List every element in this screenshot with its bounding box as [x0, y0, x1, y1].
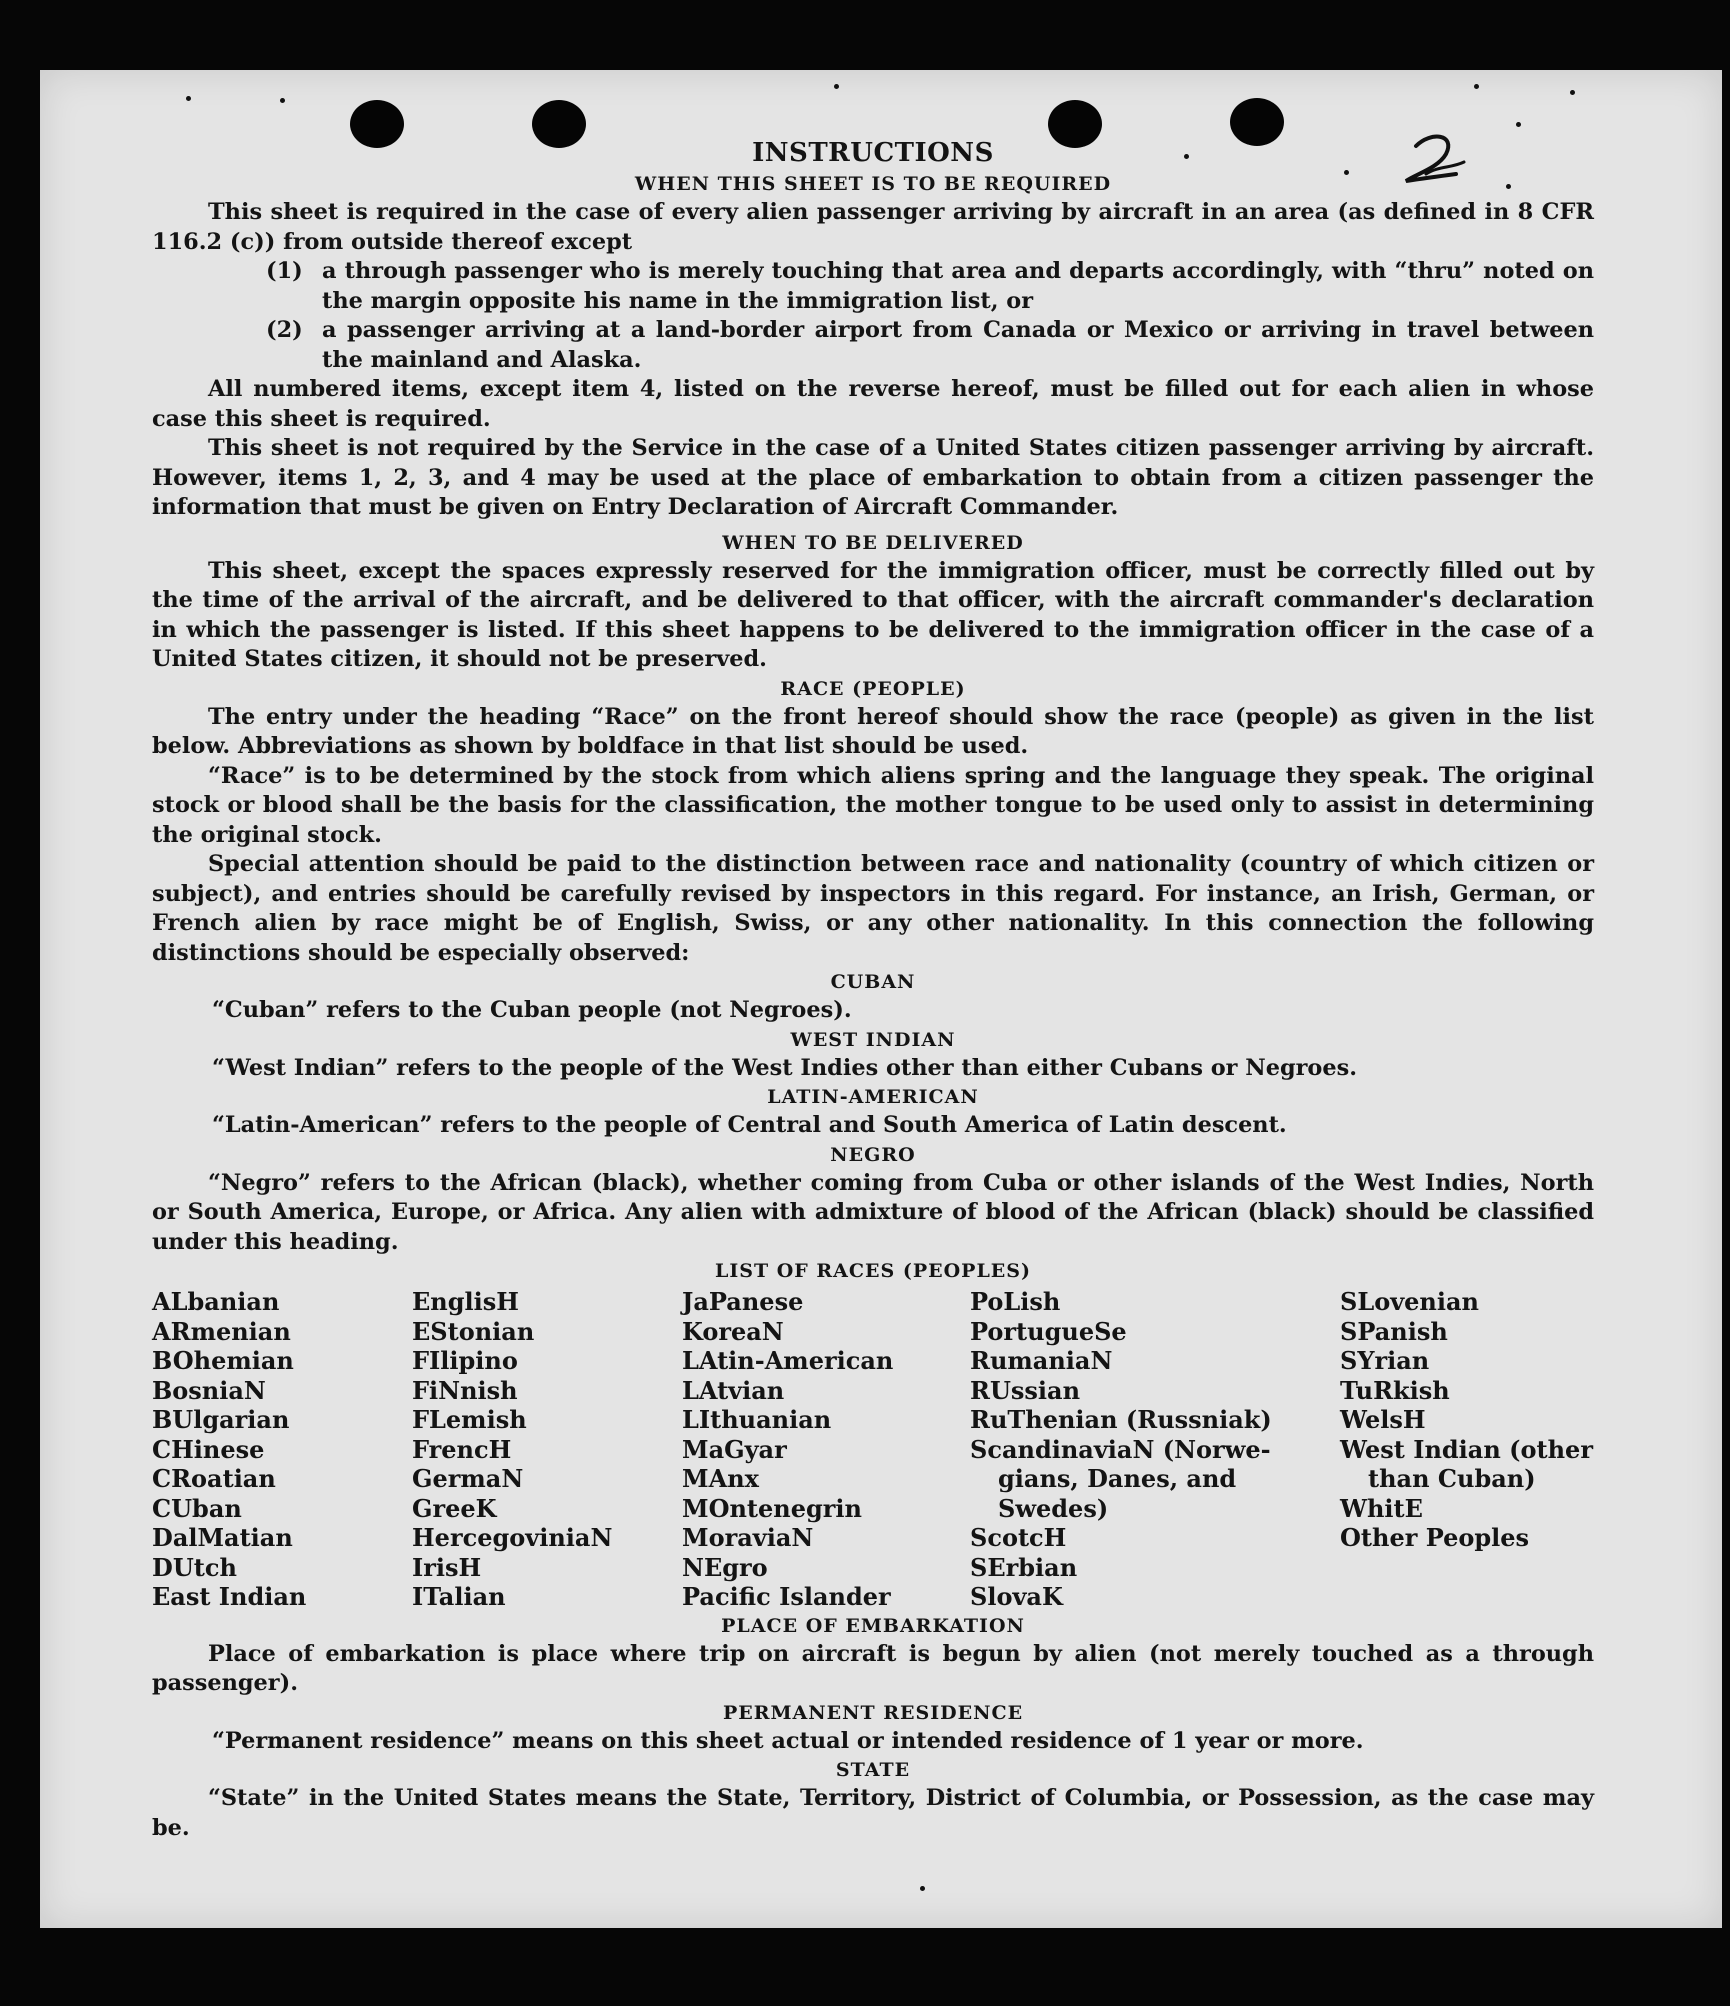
race-entry: FrencH: [412, 1434, 512, 1464]
race-entry: TuRkish: [1340, 1375, 1450, 1405]
race-entry: GreeK: [412, 1493, 497, 1523]
races-list: [152, 1287, 1594, 1612]
race-entry: DalMatian: [152, 1523, 293, 1552]
race-entry: Swedes): [998, 1493, 1109, 1523]
race-entry: DUtch: [152, 1552, 237, 1582]
races-column: [970, 1287, 1340, 1612]
page-title: INSTRUCTIONS: [752, 138, 994, 168]
race-entry: PortugueSe: [970, 1316, 1127, 1346]
item-text: a through passenger who is merely touching that area and departs accordingly, with “thru” noted on the margin opposite his name in the immigration list, or: [322, 258, 1594, 314]
when-required-intro: This sheet is required in the case of every alien passenger arriving by aircraft in an area (as defined in 8 CFR 116.2 (c)) from outside thereof except: [152, 199, 1594, 255]
race-entry: WhitE: [1340, 1493, 1423, 1523]
race-entry: West Indian (other: [1340, 1434, 1593, 1464]
race-entry: RUssian: [970, 1375, 1081, 1405]
numbered-item: [152, 316, 1594, 375]
race-entry: CUban: [152, 1493, 242, 1523]
instructions-body: [152, 136, 1594, 1843]
section-title-residence: PERMANENT RESIDENCE: [722, 1701, 1024, 1724]
race-entry: JaPanese: [682, 1287, 804, 1316]
speck: [1570, 90, 1575, 95]
race-entry: EnglisH: [412, 1287, 519, 1316]
race-entry: EStonian: [412, 1316, 535, 1346]
definition: “Cuban” refers to the Cuban people (not Negroes).: [212, 997, 852, 1023]
race-entry: ARmenian: [152, 1316, 291, 1346]
speck: [1516, 122, 1521, 127]
race-entry: NEgro: [682, 1552, 768, 1582]
section-title-latin-american: LATIN-AMERICAN: [767, 1086, 979, 1108]
races-column: [1340, 1287, 1594, 1612]
race-entry: GermaN: [412, 1464, 524, 1493]
race-entry: SlovaK: [970, 1582, 1063, 1611]
section-title-list-of-races: LIST OF RACES (PEOPLES): [715, 1260, 1031, 1282]
definition: “West Indian” refers to the people of the West Indies other than either Cubans or Negroes.: [212, 1054, 1357, 1081]
race-entry: ALbanian: [152, 1287, 280, 1316]
speck: [186, 96, 191, 101]
race-entry: CHinese: [152, 1434, 265, 1464]
race-entry: KoreaN: [682, 1316, 784, 1346]
paragraph: All numbered items, except item 4, listed on the reverse hereof, must be filled out for each alien in whose case this sheet is required.: [152, 376, 1594, 432]
race-entry: SLovenian: [1340, 1287, 1479, 1316]
speck: [834, 84, 839, 89]
section-title-west-indian: WEST INDIAN: [790, 1028, 956, 1051]
definition: “Negro” refers to the African (black), whether coming from Cuba or other islands of the West Indies, North or South America, Europe, or Africa. Any alien with admixture of blood of the African (black) should be classified under this heading.: [152, 1169, 1594, 1255]
race-entry: than Cuban): [1368, 1464, 1536, 1493]
paragraph: “Permanent residence” means on this sheet actual or intended residence of 1 year or more.: [212, 1727, 1364, 1754]
race-entry: WelsH: [1340, 1405, 1426, 1434]
race-entry: ScandinaviaN (Norwe-: [970, 1434, 1271, 1464]
race-entry: BUlgarian: [152, 1405, 290, 1434]
section-title-negro: NEGRO: [830, 1143, 916, 1166]
race-entry: LAtvian: [682, 1375, 785, 1405]
races-column: [412, 1287, 682, 1612]
speck: [920, 1886, 925, 1891]
section-title-when-required: WHEN THIS SHEET IS TO BE REQUIRED: [634, 173, 1112, 195]
speck: [280, 98, 285, 103]
section-title-embarkation: PLACE OF EMBARKATION: [721, 1614, 1025, 1637]
paragraph: Place of embarkation is place where trip on aircraft is begun by alien (not merely touched as a through passenger).: [152, 1640, 1594, 1696]
race-entry: ITalian: [412, 1582, 506, 1611]
item-number: (1): [266, 258, 303, 284]
race-entry: MaGyar: [682, 1434, 787, 1464]
paragraph: “State” in the United States means the State, Territory, District of Columbia, or Possession, as the case may be.: [152, 1785, 1594, 1841]
section-title-race: RACE (PEOPLE): [780, 677, 966, 700]
race-entry: LIthuanian: [682, 1405, 832, 1434]
paragraph: Special attention should be paid to the distinction between race and nationality (country of which citizen or subject), and entries should be carefully revised by inspectors in this regard. For instance, an Irish, German, or French alien by race might be of English, Swiss, or any other nationality. In this connection the following distinctions should be especially observed:: [152, 851, 1594, 966]
races-column: [682, 1287, 970, 1612]
item-number: (2): [266, 317, 303, 343]
paragraph: The entry under the heading “Race” on the front hereof should show the race (people) as given in the list below. Abbreviations as shown by boldface in that list should be used.: [152, 703, 1594, 759]
race-entry: RumaniaN: [970, 1346, 1113, 1375]
race-entry: PoLish: [970, 1287, 1061, 1316]
paragraph: This sheet, except the spaces expressly reserved for the immigration officer, must be correctly filled out by the time of the arrival of the aircraft, and be delivered to that officer, with the aircraft commander's declaration in which the passenger is listed. If this sheet happens to be delivered to the immigration officer in the case of a United States citizen, it should not be preserved.: [152, 557, 1594, 672]
race-entry: Pacific Islander: [682, 1582, 891, 1611]
section-title-cuban: CUBAN: [830, 971, 916, 993]
race-entry: MAnx: [682, 1464, 759, 1493]
race-entry: MOntenegrin: [682, 1493, 862, 1523]
race-entry: East Indian: [152, 1582, 307, 1611]
item-text: a passenger arriving at a land-border airport from Canada or Mexico or arriving in travel between the mainland and Alaska.: [322, 317, 1594, 373]
race-entry: IrisH: [412, 1552, 482, 1582]
race-entry: HercegoviniaN: [412, 1523, 613, 1552]
race-entry: FiNnish: [412, 1375, 518, 1405]
definition: “Latin-American” refers to the people of Central and South America of Latin descent.: [212, 1112, 1287, 1138]
race-entry: FLemish: [412, 1405, 527, 1434]
section-title-when-delivered: WHEN TO BE DELIVERED: [722, 531, 1024, 554]
race-entry: gians, Danes, and: [998, 1464, 1237, 1493]
race-entry: Other Peoples: [1340, 1523, 1530, 1552]
speck: [1474, 84, 1479, 89]
race-entry: BOhemian: [152, 1346, 294, 1375]
race-entry: MoraviaN: [682, 1523, 814, 1552]
document-sheet: [40, 70, 1722, 1928]
race-entry: LAtin-American: [682, 1346, 894, 1375]
paragraph: “Race” is to be determined by the stock from which aliens spring and the language they speak. The original stock or blood shall be the basis for the classification, the mother tongue to be used only to assist in determining the original stock.: [152, 762, 1594, 848]
races-column: [152, 1287, 412, 1612]
section-title-state: STATE: [835, 1759, 911, 1781]
race-entry: BosniaN: [152, 1375, 266, 1405]
paragraph: This sheet is not required by the Service in the case of a United States citizen passenger arriving by aircraft. However, items 1, 2, 3, and 4 may be used at the place of embarkation to obtain from a citizen passenger the information that must be given on Entry Declaration of Aircraft Commander.: [152, 435, 1594, 520]
race-entry: SYrian: [1340, 1346, 1430, 1375]
race-entry: ScotcH: [970, 1523, 1067, 1552]
race-entry: CRoatian: [152, 1464, 276, 1493]
race-entry: FIlipino: [412, 1346, 518, 1375]
race-entry: SErbian: [970, 1552, 1078, 1582]
race-entry: RuThenian (Russniak): [970, 1405, 1272, 1434]
numbered-item: [152, 257, 1594, 316]
race-entry: SPanish: [1340, 1316, 1448, 1346]
